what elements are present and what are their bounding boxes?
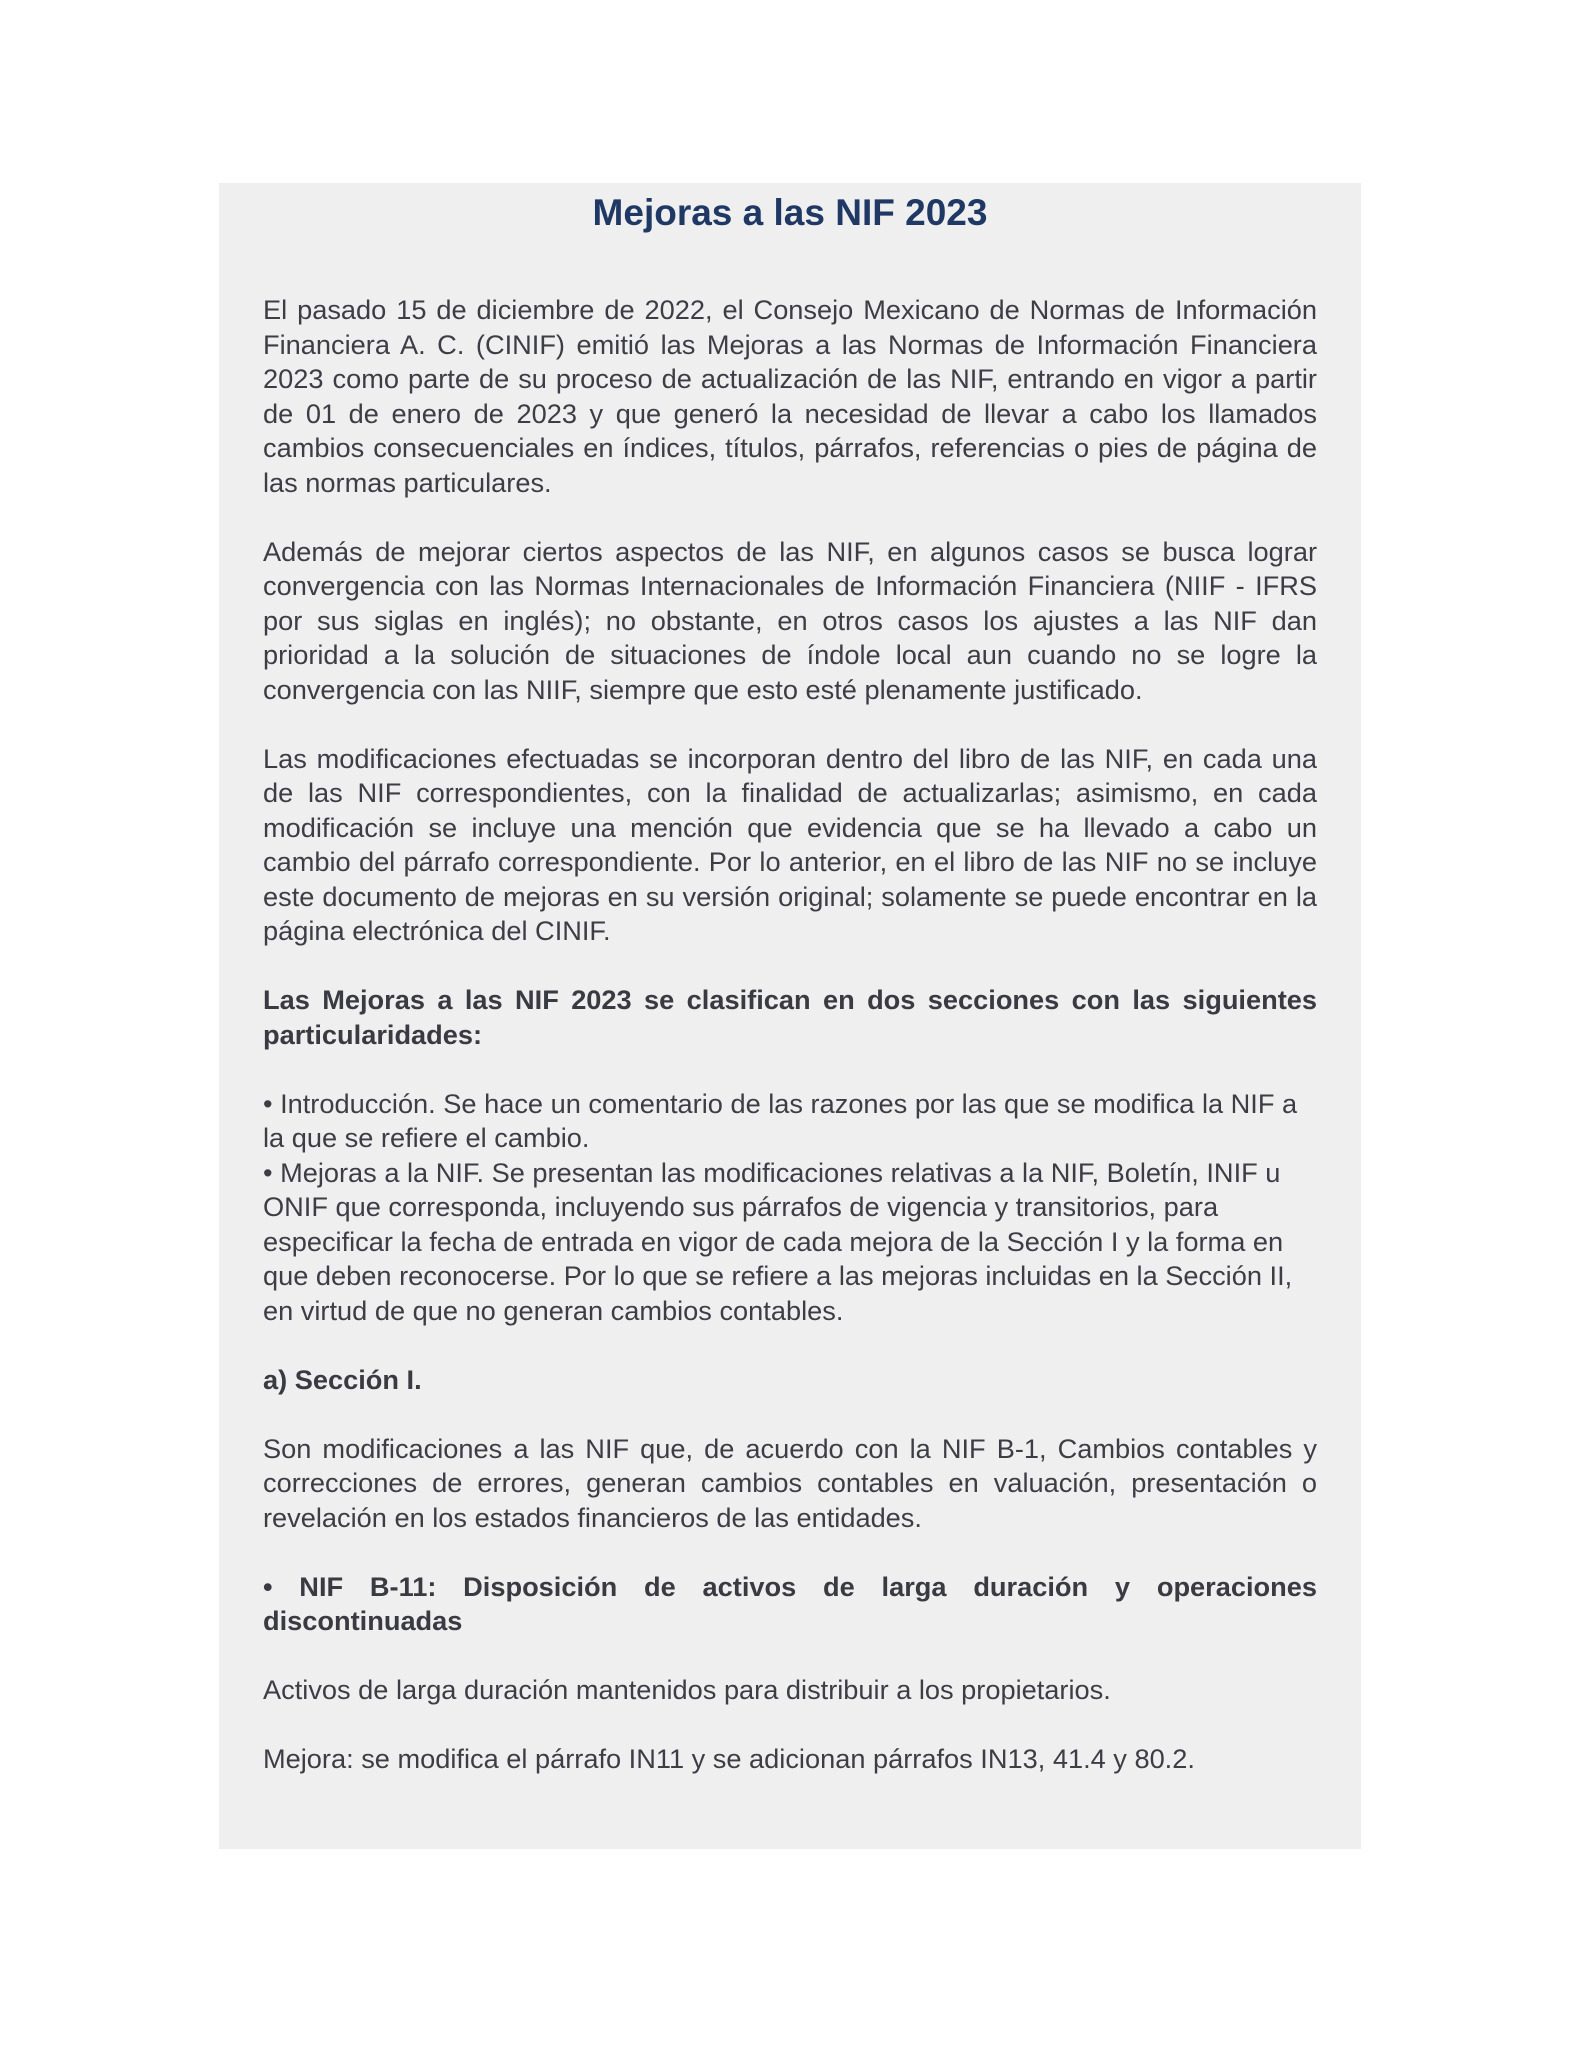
list-item: • Introducción. Se hace un comentario de las razones por las que se modifica la NIF a la que se refiere el cambio. bbox=[263, 1087, 1298, 1153]
convergence-paragraph: Además de mejorar ciertos aspectos de las NIF, en algunos casos se busca lograr convergencia con las Normas Internacionales de Información Financiera (NIIF - IFRS por sus siglas en inglés); no obstante, en otros casos los ajustes a las NIF dan prioridad a la solución de situaciones de índole local aun cuando no se logre la convergencia con las NIIF, siempre que esto esté plenamente justificado. bbox=[263, 535, 1317, 705]
modifications-paragraph: Las modificaciones efectuadas se incorporan dentro del libro de las NIF, en cada una de las NIF correspondientes, con la finalidad de actualizarlas; asimismo, en cada modificación se incluye una mención que evidencia que se ha llevado a cabo un cambio del párrafo correspondiente. Por lo anterior, en el libro de las NIF no se incluye este documento de mejoras en su versión original; solamente se puede encontrar en la página electrónica del CINIF. bbox=[263, 742, 1317, 946]
classification-list bbox=[263, 1087, 1317, 1329]
nif-b11-paragraph: Activos de larga duración mantenidos para distribuir a los propietarios. bbox=[263, 1674, 1111, 1705]
section-1-paragraph: Son modificaciones a las NIF que, de acuerdo con la NIF B-1, Cambios contables y correcciones de errores, generan cambios contables en valuación, presentación o revelación en los estados financieros de las entidades. bbox=[263, 1432, 1317, 1533]
section-1-heading: a) Sección I. bbox=[263, 1363, 422, 1395]
list-item: • Mejoras a la NIF. Se presentan las modificaciones relativas a la NIF, Boletín, INIF u ONIF que corresponda, incluyendo sus párrafos de vigencia y transitorios, para especificar la fecha de entrada en vigor de cada mejora de la Sección I y la forma en que deben reconocerse. Por lo que se refiere a las mejoras incluidas en la Sección II, en virtud de que no generan cambios contables. bbox=[263, 1156, 1293, 1326]
nif-b11-heading: • NIF B-11: Disposición de activos de larga duración y operaciones discontinuadas bbox=[263, 1570, 1317, 1636]
page-title: Mejoras a las NIF 2023 bbox=[592, 192, 988, 233]
intro-paragraph: El pasado 15 de diciembre de 2022, el Consejo Mexicano de Normas de Información Financiera A. C. (CINIF) emitió las Mejoras a las Normas de Información Financiera 2023 como parte de su proceso de actualización de las NIF, entrando en vigor a partir de 01 de enero de 2023 y que generó la necesidad de llevar a cabo los llamados cambios consecuenciales en índices, títulos, párrafos, referencias o pies de página de las normas particulares. bbox=[263, 294, 1317, 498]
document-panel bbox=[219, 183, 1361, 1849]
classification-heading: Las Mejoras a las NIF 2023 se clasifican en dos secciones con las siguientes particularidades: bbox=[263, 984, 1317, 1050]
document-body bbox=[263, 293, 1317, 1811]
mejora-paragraph: Mejora: se modifica el párrafo IN11 y se adicionan párrafos IN13, 41.4 y 80.2. bbox=[263, 1743, 1195, 1774]
